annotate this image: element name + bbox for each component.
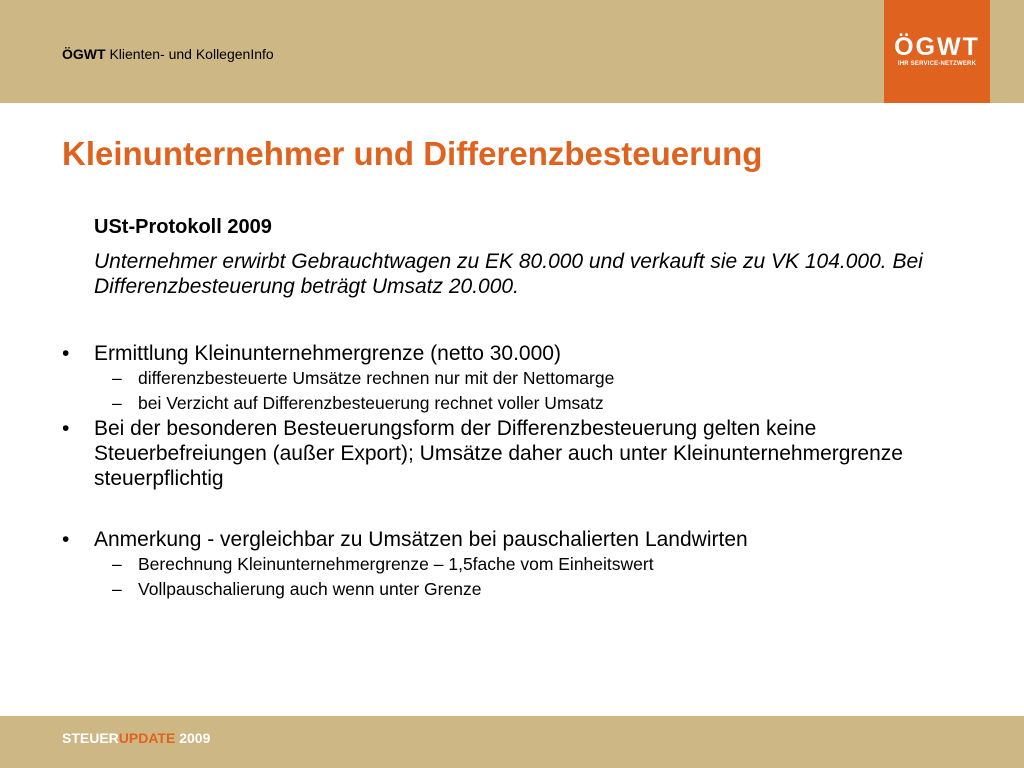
header-title (62, 46, 274, 62)
oegwt-logo (884, 0, 990, 103)
dash-marker: – (112, 368, 122, 388)
bullet-marker: • (62, 528, 70, 551)
dash-marker: – (112, 579, 122, 599)
bullet-item (62, 341, 962, 366)
dash-marker: – (112, 393, 122, 413)
logo-tagline: IHR SERVICE-NETZWERK (897, 61, 977, 67)
sub-bullet-text: Vollpauschalierung auch wenn unter Grenze (138, 579, 482, 599)
footer-label (62, 730, 210, 746)
bullet-marker: • (62, 342, 70, 365)
sub-bullet-text: bei Verzicht auf Differenzbesteuerung rechnet voller Umsatz (138, 393, 604, 413)
footer-band (0, 716, 1024, 768)
dash-marker: – (112, 554, 122, 574)
bullet-marker: • (62, 417, 70, 440)
slide-title: Kleinunternehmer und Differenzbesteuerung (62, 135, 763, 172)
sub-bullet-item (62, 552, 962, 577)
intro-heading: USt-Protokoll 2009 (94, 216, 272, 238)
sub-bullet-item (62, 366, 962, 391)
logo-wordmark: ÖGWT (894, 33, 980, 61)
sub-bullet-text: Berechnung Kleinunternehmergrenze – 1,5fache vom Einheitswert (138, 554, 654, 574)
intro-text: Unternehmer erwirbt Gebrauchtwagen zu EK 80.000 und verkauft sie zu VK 104.000. Bei Differenzbesteuerung beträgt Umsatz 20.000. (94, 250, 923, 298)
footer-steuer: STEUER (62, 730, 119, 746)
sub-bullet-item (62, 577, 962, 602)
bullet-item (62, 416, 962, 491)
footer-update: UPDATE (118, 730, 176, 746)
header-band (0, 0, 1024, 103)
header-subtitle: Klienten- und KollegenInfo (109, 46, 274, 62)
sub-bullet-text: differenzbesteuerte Umsätze rechnen nur mit der Nettomarge (138, 368, 615, 388)
bullet-item (62, 527, 962, 552)
bullet-text: Anmerkung - vergleichbar zu Umsätzen bei pauschalierten Landwirten (94, 528, 748, 551)
header-brand: ÖGWT (62, 46, 106, 62)
bullet-text: Ermittlung Kleinunternehmergrenze (netto 30.000) (94, 342, 561, 365)
slide-body (62, 215, 962, 602)
footer-year: 2009 (179, 730, 211, 746)
sub-bullet-item (62, 391, 962, 416)
bullet-text: Bei der besonderen Besteuerungsform der Differenzbesteuerung gelten keine Steuerbefreiungen (außer Export); Umsätze daher auch unter Kleinunternehmergrenze steuerpflichtig (94, 417, 903, 490)
